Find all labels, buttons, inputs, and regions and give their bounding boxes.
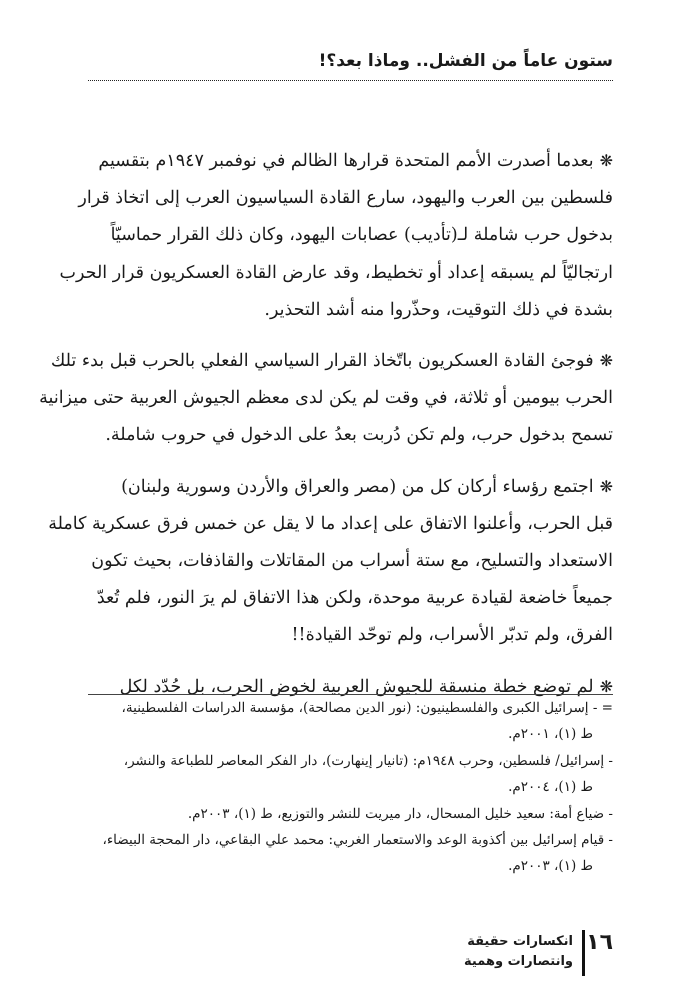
header-dotted-rule	[88, 80, 613, 81]
paragraph-line: ارتجاليّاً لم يسبقه إعداد أو تخطيط، وقد عارض القادة العسكريون قرار الحرب	[59, 262, 613, 283]
book-title-line-2: وانتصارات وهمية	[464, 954, 573, 969]
paragraph-line: قبل الحرب، وأعلنوا الاتفاق على إعداد ما لا يقل عن خمس فرق عسكرية كاملة	[48, 513, 613, 534]
paragraph-line: ❋فوجئ القادة العسكريون باتّخاذ القرار السياسي الفعلي بالحرب قبل بدء تلك	[50, 351, 613, 372]
paragraph-line: جميعاً خاضعة لقيادة عربية موحدة، ولكن هذا الاتفاق لم يرَ النور، فلم تُعدّ	[96, 588, 613, 609]
paragraph-line: ❋اجتمع رؤساء أركان كل من (مصر والعراق والأردن وسورية ولبنان)	[121, 476, 613, 497]
footnote: - إسرائيل/ فلسطين، وحرب ١٩٤٨م: (تانيار إينهارت)، دار الفكر المعاصر للطباعة والنشر،	[123, 752, 613, 769]
bullet-icon: ❋	[599, 151, 613, 170]
page-number: ١٦	[586, 930, 613, 955]
footnote-continuation: ط (١)، ٢٠٠١م.	[508, 726, 593, 743]
bullet-icon: ❋	[599, 351, 613, 371]
paragraph-line: تسمح بدخول حرب، ولم تكن دُربت بعدُ على الدخول في حروب شاملة.	[105, 425, 613, 446]
paragraph-line: الفرق، ولم تدبّر الأسراب، ولم توحّد القيادة!!	[291, 625, 613, 646]
paragraph-line: بدخول حرب شاملة لـ(تأديب) عصابات اليهود، وكان ذلك القرار حماسيّاً	[110, 225, 613, 246]
body-text	[39, 142, 613, 719]
paragraph-line: بشدة في ذلك التوقيت، وحذّروا منه أشد التحذير.	[264, 299, 613, 320]
paragraph-3	[48, 468, 613, 655]
book-title-line-1: انكسارات حقيقة	[467, 934, 573, 949]
footnote-continuation: ط (١)، ٢٠٠٤م.	[508, 779, 593, 796]
bullet-icon: ❋	[599, 676, 613, 696]
paragraph-1	[59, 142, 613, 329]
paragraph-line: فلسطين بين العرب واليهود، سارع القادة السياسيون العرب إلى اتخاذ قرار	[78, 188, 613, 209]
footnote: - قيام إسرائيل بين أكذوبة الوعد والاستعمار الغربي: محمد علي البقاعي، دار المحجة البيضاء،	[102, 832, 613, 849]
running-head: ستون عاماً من الفشل.. وماذا بعد؟!	[318, 51, 613, 71]
paragraph-line: ❋بعدما أصدرت الأمم المتحدة قرارها الظالم في نوفمبر ١٩٤٧م بتقسيم	[98, 151, 613, 171]
paragraph-line: ❋لم توضع خطة منسقة للجيوش العربية لخوض الحرب، بل حُدّد لكل	[119, 676, 613, 697]
footnote: = - إسرائيل الكبرى والفلسطينيون: (نور الدين مصالحة)، مؤسسة الدراسات الفلسطينية،	[121, 700, 613, 716]
book-title	[464, 932, 573, 972]
footnote-continuation: ط (١)، ٢٠٠٣م.	[508, 858, 593, 875]
footer-divider	[582, 930, 585, 976]
paragraph-line: الحرب بيومين أو ثلاثة، في وقت لم يكن لدى معظم الجيوش العربية حتى ميزانية	[39, 388, 613, 409]
footnotes	[88, 694, 613, 880]
paragraph-line: الاستعداد والتسليح، مع ستة أسراب من المقاتلات والقاذفات، بحيث تكون	[91, 551, 613, 572]
footnote: - ضياع أمة: سعيد خليل المسحال، دار ميريت للنشر والتوزيع، ط (١)، ٢٠٠٣م.	[187, 805, 613, 822]
page-footer	[413, 930, 613, 976]
paragraph-2	[39, 342, 613, 455]
bullet-icon: ❋	[599, 476, 613, 496]
